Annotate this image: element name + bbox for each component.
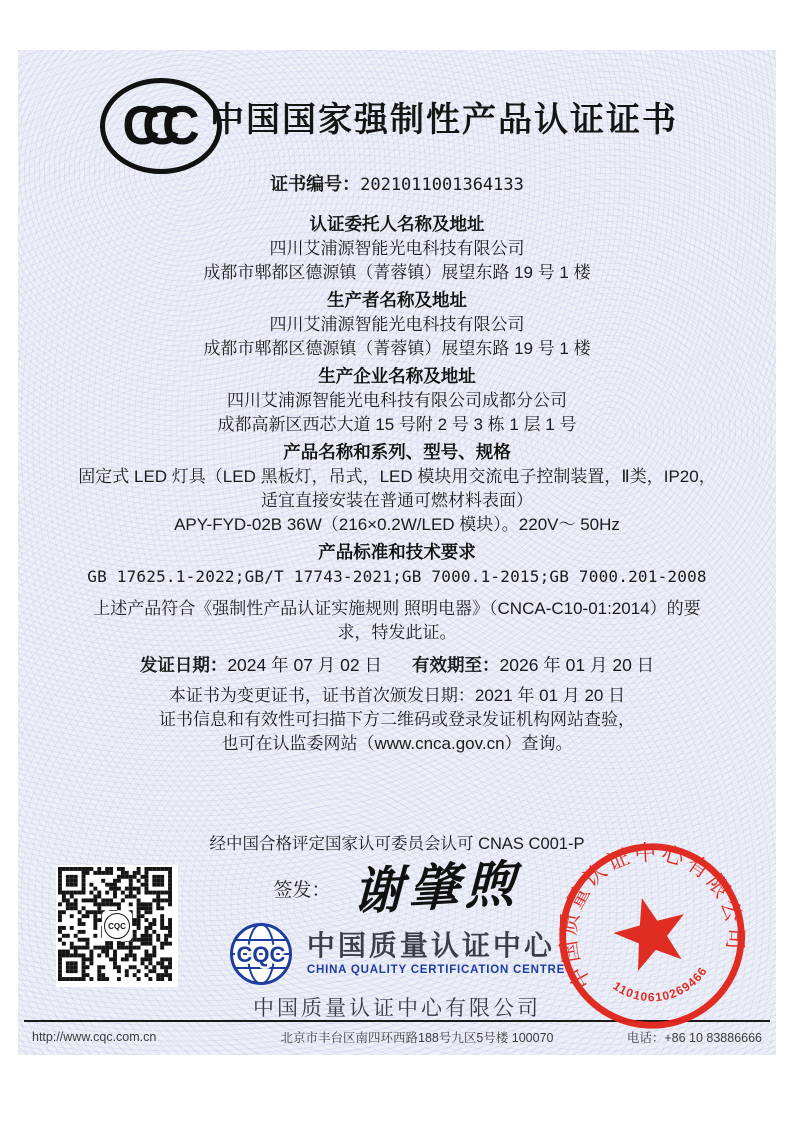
valid-until-label: 有效期至： (412, 655, 500, 675)
issue-date-value: 2024 年 07 月 02 日 (227, 655, 382, 675)
issue-date-label: 发证日期： (139, 655, 228, 675)
section-heading: 认证委托人名称及地址 (309, 214, 485, 234)
section-standards (18, 541, 776, 589)
svg-text:CQC: CQC (236, 942, 286, 967)
section-applicant (18, 213, 776, 285)
seal-text: 中国质量认证中心有限公司 (555, 839, 749, 994)
signature-label: 签发： (273, 879, 331, 901)
compliance-statement-line: 上述产品符合《强制性产品认证实施规则 照明电器》（CNCA-C10-01:2014）的要 (93, 599, 701, 618)
manufacturer-address: 成都市郫都区德源镇（菁蓉镇）展望东路 19 号 1 楼 (203, 339, 591, 358)
seal-number: 11010610269466 (610, 963, 711, 1005)
cert-number-value: 2021011001364133 (360, 175, 524, 195)
certificate-header (18, 50, 776, 173)
seal-star-icon (607, 889, 695, 975)
guilloche-background (18, 50, 776, 1055)
product-model-line: APY-FYD-02B 36W（216×0.2W/LED 模块）。220V～ 50Hz (174, 515, 620, 534)
applicant-name: 四川艾浦源智能光电科技有限公司 (269, 239, 525, 258)
verification-note-line: 证书信息和有效性可扫描下方二维码或登录发证机构网站查验， (159, 710, 635, 729)
footer-url: http://www.cqc.com.cn (32, 1030, 157, 1044)
signature-name: 谢肇煦 (352, 853, 521, 922)
cert-number-row (18, 173, 776, 196)
issuer-name-en: CHINA QUALITY CERTIFICATION CENTRE (306, 964, 566, 976)
section-factory (18, 365, 776, 437)
accreditation-line: 经中国合格评定国家认可委员会认可 CNAS C001-P (209, 835, 585, 853)
standards-list: GB 17625.1-2022;GB/T 17743-2021;GB 7000.1-2015;GB 7000.201-2008 (87, 567, 707, 586)
svg-text:11010610269466 (608, 955, 715, 1016)
product-description-line: 适宜直接安装在普通可燃材料表面） (261, 491, 533, 510)
product-description-line: 固定式 LED 灯具（LED 黑板灯，吊式，LED 模块用交流电子控制装置，Ⅱ类，IP20， (78, 467, 716, 486)
compliance-statement-line: 求，特发此证。 (337, 623, 457, 642)
section-heading: 生产者名称及地址 (327, 290, 467, 310)
applicant-address: 成都市郫都区德源镇（菁蓉镇）展望东路 19 号 1 楼 (203, 263, 591, 282)
change-note-line: 本证书为变更证书，证书首次颁发日期：2021 年 01 月 20 日 (168, 686, 626, 705)
section-heading: 产品名称和系列、型号、规格 (283, 442, 511, 462)
ccc-mark-text: CCC (122, 95, 182, 157)
qr-center-logo: CQC (102, 911, 132, 941)
valid-until-value: 2026 年 01 月 20 日 (499, 655, 655, 675)
manufacturer-name: 四川艾浦源智能光电科技有限公司 (269, 315, 525, 334)
compliance-statement (18, 597, 776, 645)
factory-address: 成都高新区西芯大道 15 号附 2 号 3 栋 1 层 1 号 (217, 415, 577, 434)
section-product (18, 441, 776, 537)
footer-address: 北京市丰台区南四环西路188号九区5号楼 100070 (280, 1031, 554, 1045)
cqc-globe-icon (229, 922, 293, 986)
section-heading: 生产企业名称及地址 (318, 366, 476, 386)
factory-name: 四川艾浦源智能光电科技有限公司成都分公司 (227, 391, 567, 410)
issuer-name-cn: 中国质量认证中心 (306, 930, 555, 961)
change-notes (18, 684, 776, 756)
cert-number-label: 证书编号： (270, 174, 361, 194)
verification-note-line: 也可在认监委网站（www.cnca.gov.cn）查询。 (221, 734, 573, 753)
section-manufacturer (18, 289, 776, 361)
section-heading: 产品标准和技术要求 (318, 542, 476, 562)
issuer-company-name: 中国质量认证中心有限公司 (253, 997, 541, 1020)
ccc-mark-icon (100, 78, 222, 174)
page-title: 中国国家强制性产品认证证书 (210, 101, 678, 139)
footer-phone: 电话：+86 10 83886666 (626, 1031, 762, 1045)
dates-row (18, 653, 776, 677)
